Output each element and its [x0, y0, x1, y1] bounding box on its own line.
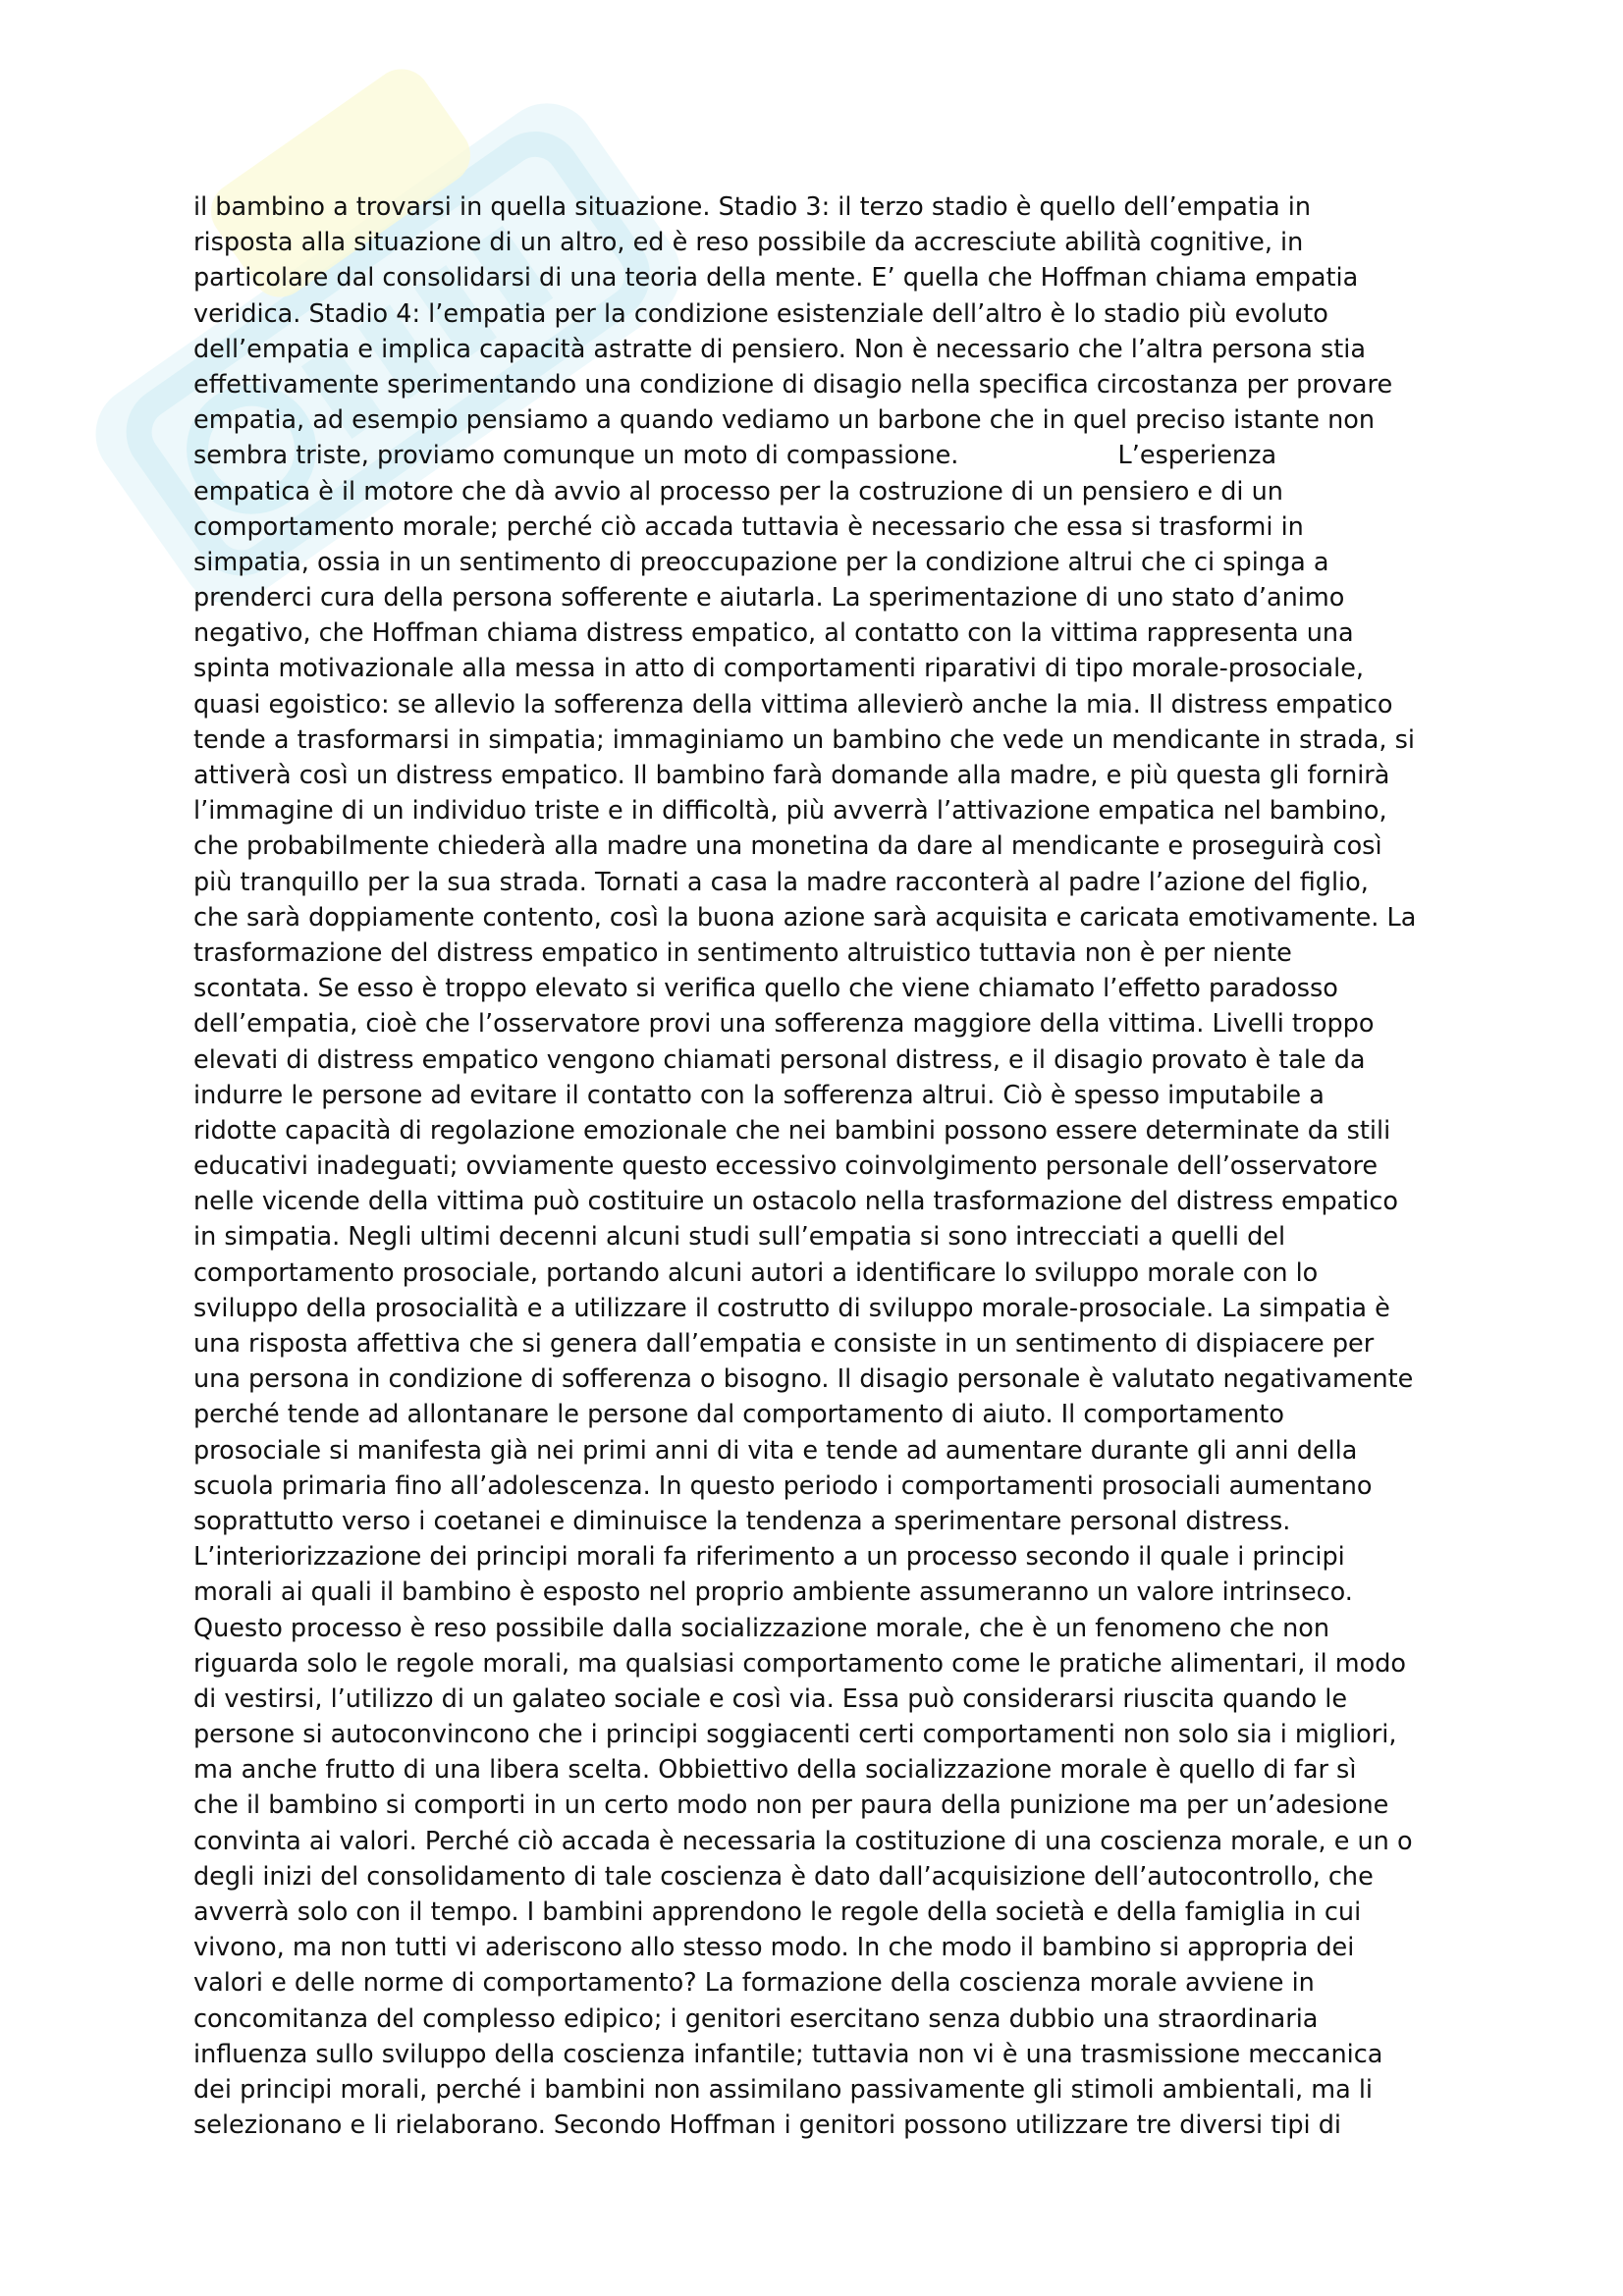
text-line: avverrà solo con il tempo. I bambini apprendono le regole della società e della famiglia in cui — [193, 1897, 1362, 1927]
text-line: educativi inadeguati; ovviamente questo eccessivo coinvolgimento personale dell’osservatore — [193, 1151, 1379, 1182]
text-line: il bambino a trovarsi in quella situazione. Stadio 3: il terzo stadio è quello dell’empatia in — [193, 192, 1311, 222]
text-line: negativo, che Hoffman chiama distress empatico, al contatto con la vittima rappresenta una — [193, 618, 1354, 649]
text-line: valori e delle norme di comportamento? La formazione della coscienza morale avviene in — [193, 1968, 1315, 1999]
text-line: di vestirsi, l’utilizzo di un galateo sociale e così via. Essa può considerarsi riuscita quando le — [193, 1683, 1348, 1714]
text-line: influenza sullo sviluppo della coscienza infantile; tuttavia non vi è una trasmissione meccanica — [193, 2039, 1383, 2069]
text-line: dell’empatia e implica capacità astratte di pensiero. Non è necessario che l’altra persona stia — [193, 334, 1366, 364]
text-line: dell’empatia, cioè che l’osservatore provi una sofferenza maggiore della vittima. Livelli troppo — [193, 1009, 1375, 1040]
text-line: Questo processo è reso possibile dalla socializzazione morale, che è un fenomeno che non — [193, 1613, 1329, 1643]
text-line: ridotte capacità di regolazione emozionale che nei bambini possono essere determinate da stili — [193, 1115, 1391, 1146]
text-line: tende a trasformarsi in simpatia; immaginiamo un bambino che vede un mendicante in strada, si — [193, 724, 1415, 755]
text-line: simpatia, ossia in un sentimento di preoccupazione per la condizione altrui che ci spinga a — [193, 547, 1329, 577]
text-line: comportamento morale; perché ciò accada tuttavia è necessario che essa si trasformi in — [193, 511, 1304, 542]
text-line: sviluppo della prosocialità e a utilizzare il costrutto di sviluppo morale-prosociale. La simpatia è — [193, 1293, 1390, 1323]
text-line: spinta motivazionale alla messa in atto di comportamenti riparativi di tipo morale-prosociale, — [193, 654, 1365, 684]
text-line: L’interiorizzazione dei principi morali fa riferimento a un processo secondo il quale i principi — [193, 1542, 1345, 1573]
text-line: quasi egoistico: se allevio la sofferenza della vittima allevierò anche la mia. Il distress empatico — [193, 689, 1393, 720]
text-line: empatia, ad esempio pensiamo a quando vediamo un barbone che in quel preciso istante non — [193, 405, 1376, 436]
text-line: degli inizi del consolidamento di tale coscienza è dato dall’acquisizione dell’autocontrollo, che — [193, 1861, 1374, 1892]
text-line: in simpatia. Negli ultimi decenni alcuni studi sull’empatia si sono intrecciati a quelli del — [193, 1222, 1286, 1253]
text-line: sembra triste, proviamo comunque un moto di compassione. L’esperienza — [193, 441, 1277, 471]
text-line: una persona in condizione di sofferenza o bisogno. Il disagio personale è valutato negativamente — [193, 1364, 1414, 1395]
text-line: trasformazione del distress empatico in sentimento altruistico tuttavia non è per niente — [193, 937, 1292, 968]
text-line: riguarda solo le regole morali, ma qualsiasi comportamento come le pratiche alimentari, il modo — [193, 1648, 1407, 1679]
text-line: più tranquillo per la sua strada. Tornati a casa la madre racconterà al padre l’azione del figlio, — [193, 867, 1369, 897]
text-line: l’immagine di un individuo triste e in difficoltà, più avverrà l’attivazione empatica nel bambino, — [193, 796, 1387, 827]
text-line: vivono, ma non tutti vi aderiscono allo stesso modo. In che modo il bambino si appropria dei — [193, 1933, 1355, 1963]
text-line: veridica. Stadio 4: l’empatia per la condizione esistenziale dell’altro è lo stadio più evoluto — [193, 298, 1328, 329]
text-line: convinta ai valori. Perché ciò accada è necessaria la costituzione di una coscienza morale, e un o — [193, 1826, 1413, 1856]
text-line: elevati di distress empatico vengono chiamati personal distress, e il disagio provato è tale da — [193, 1044, 1366, 1075]
text-line: prosociale si manifesta già nei primi anni di vita e tende ad aumentare durante gli anni della — [193, 1435, 1358, 1466]
text-line: effettivamente sperimentando una condizione di disagio nella specifica circostanza per provare — [193, 369, 1393, 400]
text-line: scuola primaria fino all’adolescenza. In questo periodo i comportamenti prosociali aumentano — [193, 1470, 1373, 1501]
text-line: concomitanza del complesso edipico; i genitori esercitano senza dubbio una straordinaria — [193, 2003, 1319, 2034]
text-line: che probabilmente chiederà alla madre una monetina da dare al mendicante e proseguirà così — [193, 831, 1382, 862]
text-line: empatica è il motore che dà avvio al processo per la costruzione di un pensiero e di un — [193, 476, 1283, 507]
text-line: risposta alla situazione di un altro, ed è reso possibile da accresciute abilità cognitive, in — [193, 228, 1304, 258]
text-line: comportamento prosociale, portando alcuni autori a identificare lo sviluppo morale con lo — [193, 1257, 1319, 1288]
text-line: selezionano e li rielaborano. Secondo Hoffman i genitori possono utilizzare tre diversi tipi di — [193, 2110, 1341, 2141]
document-body-text — [193, 189, 1470, 2143]
text-line: una risposta affettiva che si genera dall’empatia e consiste in un sentimento di dispiacere per — [193, 1329, 1375, 1359]
text-line: che il bambino si comporti in un certo modo non per paura della punizione ma per un’adesione — [193, 1790, 1389, 1821]
text-line: nelle vicende della vittima può costituire un ostacolo nella trasformazione del distress empatico — [193, 1187, 1399, 1217]
text-line: scontata. Se esso è troppo elevato si verifica quello che viene chiamato l’effetto paradosso — [193, 974, 1338, 1004]
text-line: dei principi morali, perché i bambini non assimilano passivamente gli stimoli ambientali, ma li — [193, 2074, 1374, 2105]
text-line: ma anche frutto di una libera scelta. Obbiettivo della socializzazione morale è quello di far sì — [193, 1755, 1357, 1786]
text-line: prenderci cura della persona sofferente e aiutarla. La sperimentazione di uno stato d’animo — [193, 583, 1345, 614]
text-line: particolare dal consolidarsi di una teoria della mente. E’ quella che Hoffman chiama empatia — [193, 263, 1359, 294]
text-line: morali ai quali il bambino è esposto nel proprio ambiente assumeranno un valore intrinseco. — [193, 1577, 1353, 1608]
text-line: soprattutto verso i coetanei e diminuisce la tendenza a sperimentare personal distress. — [193, 1506, 1291, 1536]
text-line: attiverà così un distress empatico. Il bambino farà domande alla madre, e più questa gli fornirà — [193, 761, 1390, 790]
text-line: perché tende ad allontanare le persone dal comportamento di aiuto. Il comportamento — [193, 1400, 1285, 1430]
text-line: che sarà doppiamente contento, così la buona azione sarà acquisita e caricata emotivamente. La — [193, 902, 1417, 933]
text-line: persone si autoconvincono che i principi soggiacenti certi comportamenti non solo sia i migliori, — [193, 1720, 1397, 1750]
text-line: indurre le persone ad evitare il contatto con la sofferenza altrui. Ciò è spesso imputabile a — [193, 1080, 1325, 1110]
